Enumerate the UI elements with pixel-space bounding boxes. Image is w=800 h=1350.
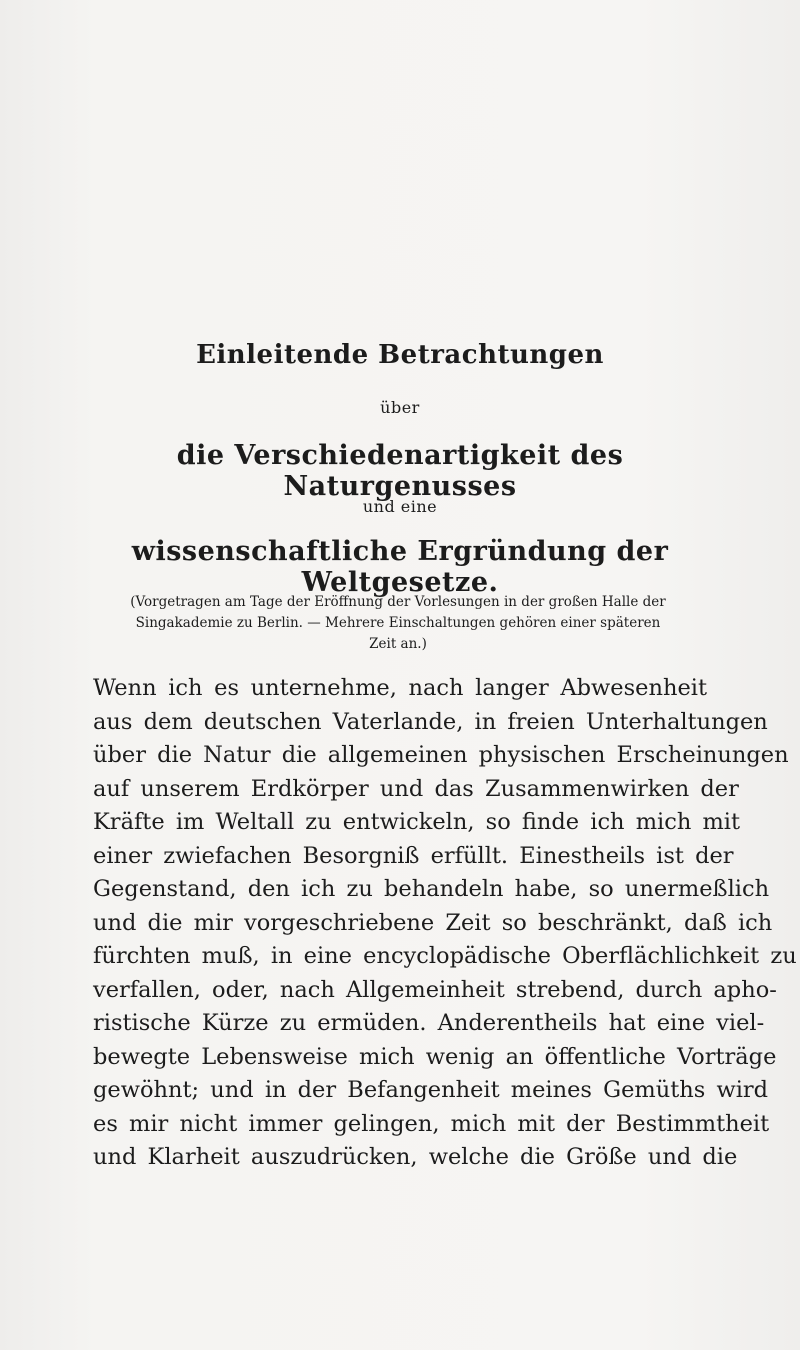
text-line: und die mir vorgeschriebene Zeit so beschränkt, daß ich xyxy=(93,909,773,936)
text-line: aus dem deutschen Vaterlande, in freien Unterhaltungen xyxy=(93,708,768,735)
title-connector-und-eine: und eine xyxy=(362,497,438,516)
text-line: Wenn ich es unternehme, nach langer Abwesenheit xyxy=(93,675,707,701)
text-line: auf unserem Erdkörper und das Zusammenwirken der xyxy=(93,775,739,802)
title-connector-uber: über xyxy=(380,398,420,417)
note-line: (Vorgetragen am Tage der Eröffnung der Vorlesungen in der großen Halle der xyxy=(130,594,666,610)
text-line: es mir nicht immer gelingen, mich mit der Bestimmtheit xyxy=(93,1110,770,1137)
chapter-subtitle: wissenschaftliche Ergründung der Weltgesetze. xyxy=(131,536,669,598)
text-line: fürchten muß, in eine encyclopädische Oberflächlichkeit zu xyxy=(93,943,797,969)
text-line: einer zwiefachen Besorgniß erfüllt. Einestheils ist der xyxy=(93,842,734,869)
chapter-title: Einleitende Betrachtungen xyxy=(196,340,604,370)
body-paragraph xyxy=(93,672,797,1175)
text-line: verfallen, oder, nach Allgemeinheit strebend, durch apho- xyxy=(93,976,777,1003)
note-line: Zeit an.) xyxy=(369,636,427,652)
chapter-main-title: die Verschiedenartigkeit des Naturgenusses xyxy=(176,440,624,502)
text-line: ristische Kürze zu ermüden. Anderentheils hat eine viel- xyxy=(93,1010,765,1036)
text-line: Kräfte im Weltall zu entwickeln, so finde ich mich mit xyxy=(93,809,741,835)
text-line: gewöhnt; und in der Befangenheit meines Gemüths wird xyxy=(93,1077,769,1103)
text-line: bewegte Lebensweise mich wenig an öffentliche Vorträge xyxy=(93,1043,777,1070)
lecture-note xyxy=(88,592,708,655)
text-line: und Klarheit auszudrücken, welche die Größe und die xyxy=(93,1144,738,1170)
text-line: Gegenstand, den ich zu behandeln habe, so unermeßlich xyxy=(93,876,770,902)
text-line: über die Natur die allgemeinen physischen Erscheinungen xyxy=(93,742,789,768)
note-line: Singakademie zu Berlin. — Mehrere Einschaltungen gehören einer späteren xyxy=(135,615,661,631)
